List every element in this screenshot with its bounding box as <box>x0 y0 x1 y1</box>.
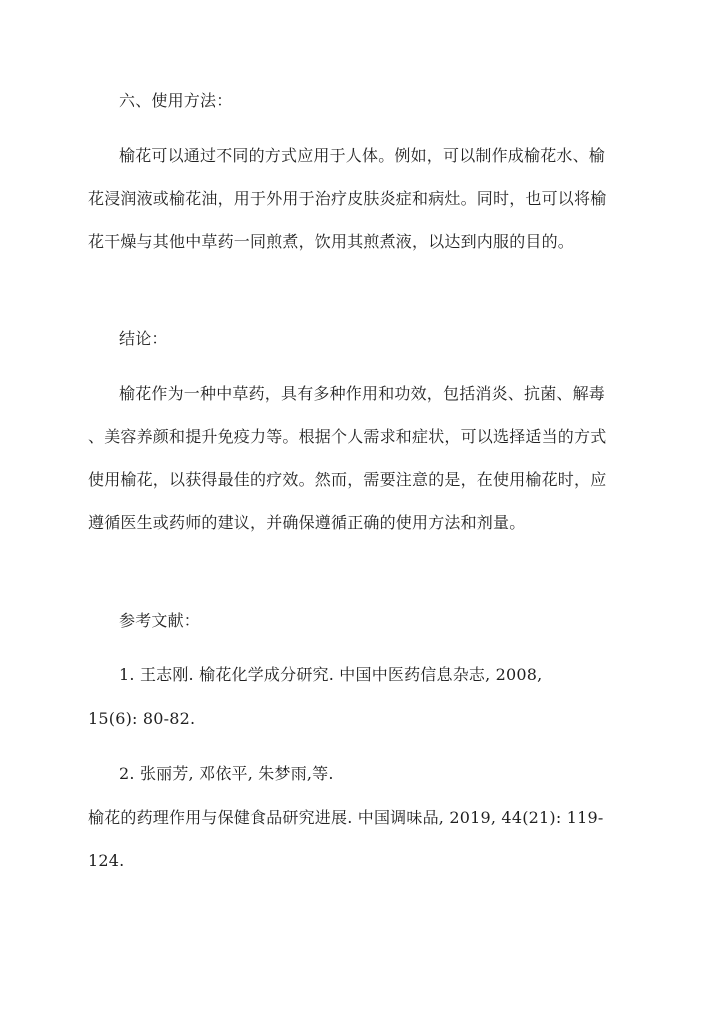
section-heading-conclusion: 结论： <box>119 329 168 348</box>
conclusion-paragraph-line: 、美容养颜和提升免疫力等。根据个人需求和症状，可以选择适当的方式 <box>88 427 607 446</box>
usage-paragraph-line: 花干燥与其他中草药一同煎煮，饮用其煎煮液，以达到内服的目的。 <box>88 232 575 251</box>
usage-paragraph-line: 榆花可以通过不同的方式应用于人体。例如，可以制作成榆花水、榆 <box>119 146 606 165</box>
section-heading-usage: 六、使用方法： <box>119 91 233 110</box>
reference-item-line: 15(6): 80-82. <box>88 709 196 728</box>
conclusion-paragraph-line: 遵循医生或药师的建议，并确保遵循正确的使用方法和剂量。 <box>88 513 526 532</box>
usage-paragraph-line: 花浸润液或榆花油，用于外用于治疗皮肤炎症和病灶。同时，也可以将榆 <box>88 189 607 208</box>
conclusion-paragraph-line: 榆花作为一种中草药，具有多种作用和功效，包括消炎、抗菌、解毒 <box>119 384 606 403</box>
reference-item-line: 1. 王志刚. 榆花化学成分研究. 中国中医药信息杂志, 2008, <box>119 665 543 684</box>
reference-item-line: 2. 张丽芳, 邓依平, 朱梦雨,等. <box>119 764 334 783</box>
section-heading-references: 参考文献： <box>119 611 201 630</box>
conclusion-paragraph-line: 使用榆花，以获得最佳的疗效。然而，需要注意的是，在使用榆花时，应 <box>88 470 607 489</box>
reference-item-line: 榆花的药理作用与保健食品研究进展. 中国调味品, 2019, 44(21): 119- <box>88 808 604 827</box>
reference-item-line: 124. <box>88 851 125 870</box>
